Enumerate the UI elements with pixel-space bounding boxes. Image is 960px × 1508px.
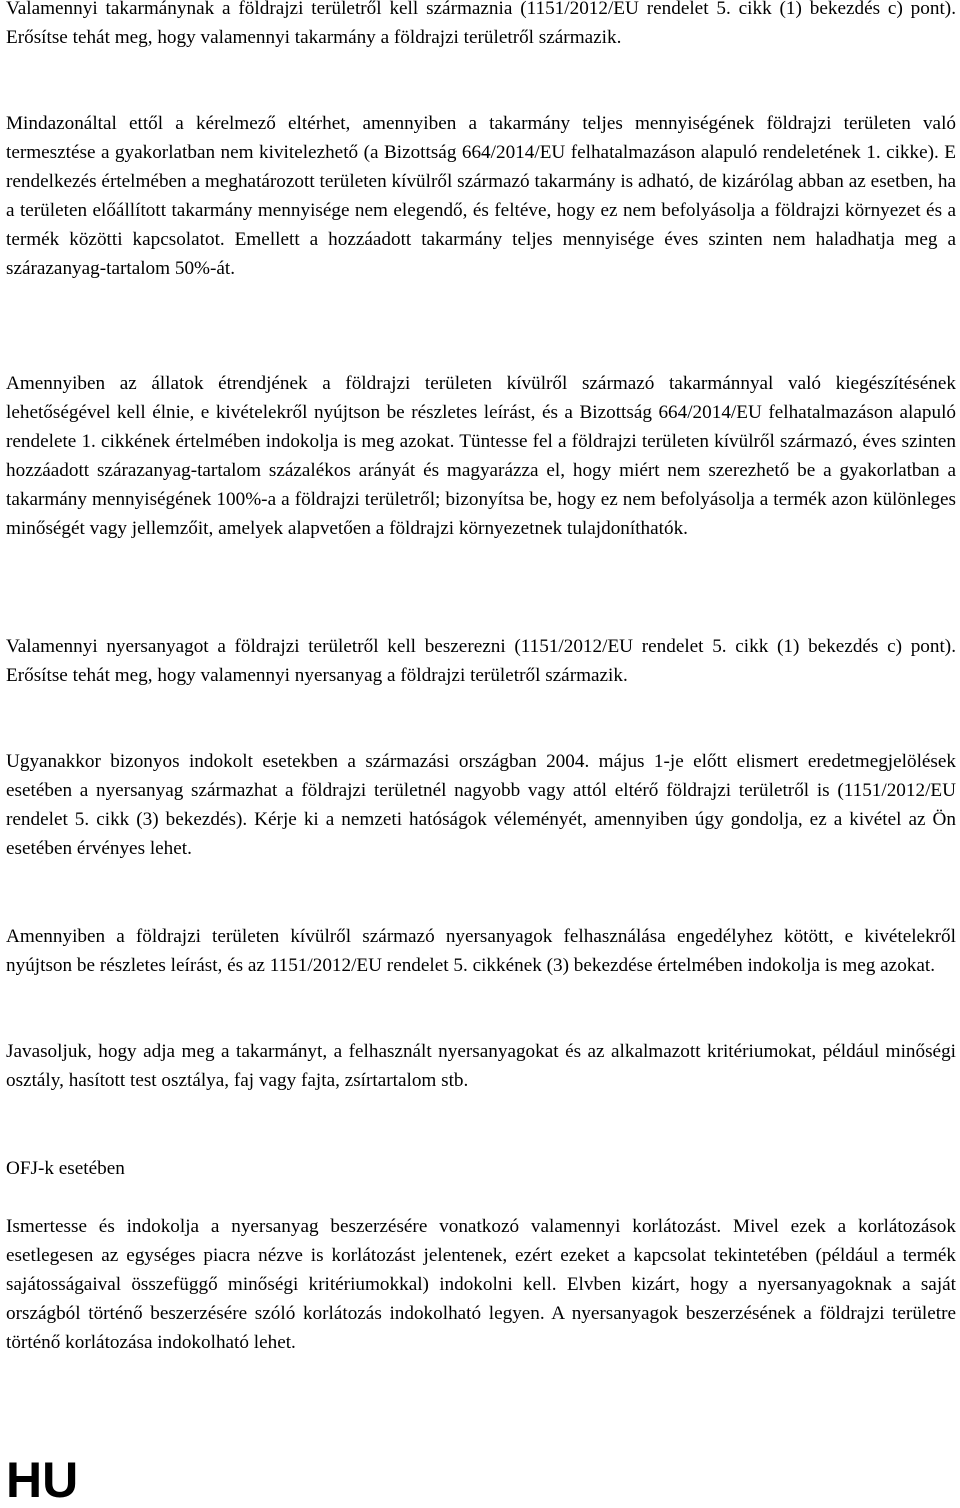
paragraph-feed-supplement: Amennyiben az állatok étrendjének a földrajzi területen kívülről származó takarmánnyal való kiegészítésének lehetőségével kell élnie, e kivételekről nyújtson be részletes leírást, és a Bizottság 664/2014/EU felhatalmazáson alapuló rendelete 1. cikkének értelmében indokolja is meg azokat. Tüntesse fel a földrajzi területen kívülről származó, éves szinten hozzáadott szárazanyag-tartalom százalékos arányát és magyarázza el, hogy miért nem szerezhető be a gyakorlatban a takarmány mennyiségének 100%-a a földrajzi területről; bizonyítsa be, hogy ez nem befolyásolja a termék azon különleges minőségét vagy jellemzőit, amelyek alapvetően a földrajzi környezetnek tulajdoníthatók. bbox=[6, 373, 956, 539]
paragraph-recommendation: Javasoljuk, hogy adja meg a takarmányt, a felhasznált nyersanyagokat és az alkalmazott kritériumokat, például minőségi osztály, hasított test osztálya, faj vagy fajta, zsírtartalom stb. bbox=[6, 1041, 956, 1091]
section-heading: OFJ-k esetében bbox=[6, 1158, 125, 1179]
paragraph-restrictions: Ismertesse és indokolja a nyersanyag beszerzésére vonatkozó valamennyi korlátozást. Mivel ezek a korlátozások esetlegesen az egységes piacra nézve is korlátozást jelentenek, ezért ezeket a kapcsolat tekintetében (például a termék sajátosságaival összefüggő minőségi kritériumokkal) indokolni kell. Elvben kizárt, hogy a nyersanyagoknak a saját országból történő beszerzésére szóló korlátozás indokolható legyen. A nyersanyagok beszerzésének a földrajzi területre történő korlátozása indokolható lehet. bbox=[6, 1216, 956, 1353]
paragraph-feed-origin: Valamennyi takarmánynak a földrajzi területről kell származnia (1151/2012/EU rendelet 5. cikk (1) bekezdés c) pont). Erősítse tehát meg, hogy valamennyi takarmány a földrajzi területről származik. bbox=[6, 0, 956, 48]
paragraph-feed-derogation: Mindazonáltal ettől a kérelmező eltérhet, amennyiben a takarmány teljes mennyiségének földrajzi területen való termesztése a gyakorlatban nem kivitelezhető (a Bizottság 664/2014/EU felhatalmazáson alapuló rendeletének 1. cikke). E rendelkezés értelmében a meghatározott területen kívülről származó takarmány is adható, de kizárólag abban az esetben, ha a területen előállított takarmány mennyisége nem elegendő, és feltéve, hogy ez nem befolyásolja a földrajzi környezet és a termék közötti kapcsolatot. Emellett a hozzáadott takarmány teljes mennyisége éves szinten nem haladhatja meg a szárazanyag-tartalom 50%-át. bbox=[6, 113, 956, 279]
paragraph-raw-material-authorisation: Amennyiben a földrajzi területen kívülről származó nyersanyagok felhasználása engedélyhez kötött, e kivételekről nyújtson be részletes leírást, és az 1151/2012/EU rendelet 5. cikkének (3) bekezdése értelmében indokolja is meg azokat. bbox=[6, 926, 956, 976]
paragraph-raw-material-origin: Valamennyi nyersanyagot a földrajzi területről kell beszerezni (1151/2012/EU rendelet 5. cikk (1) bekezdés c) pont). Erősítse tehát meg, hogy valamennyi nyersanyag a földrajzi területről származik. bbox=[6, 636, 956, 686]
paragraph-raw-material-exception: Ugyanakkor bizonyos indokolt esetekben a származási országban 2004. május 1-je előtt elismert eredetmegjelölések esetében a nyersanyag származhat a földrajzi területnél nagyobb vagy attól eltérő földrajzi területről is (1151/2012/EU rendelet 5. cikk (3) bekezdés). Kérje ki a nemzeti hatóságok véleményét, amennyiben úgy gondolja, ez a kivétel az Ön esetében érvényes lehet. bbox=[6, 751, 956, 859]
language-code-label: HU bbox=[6, 1452, 79, 1508]
